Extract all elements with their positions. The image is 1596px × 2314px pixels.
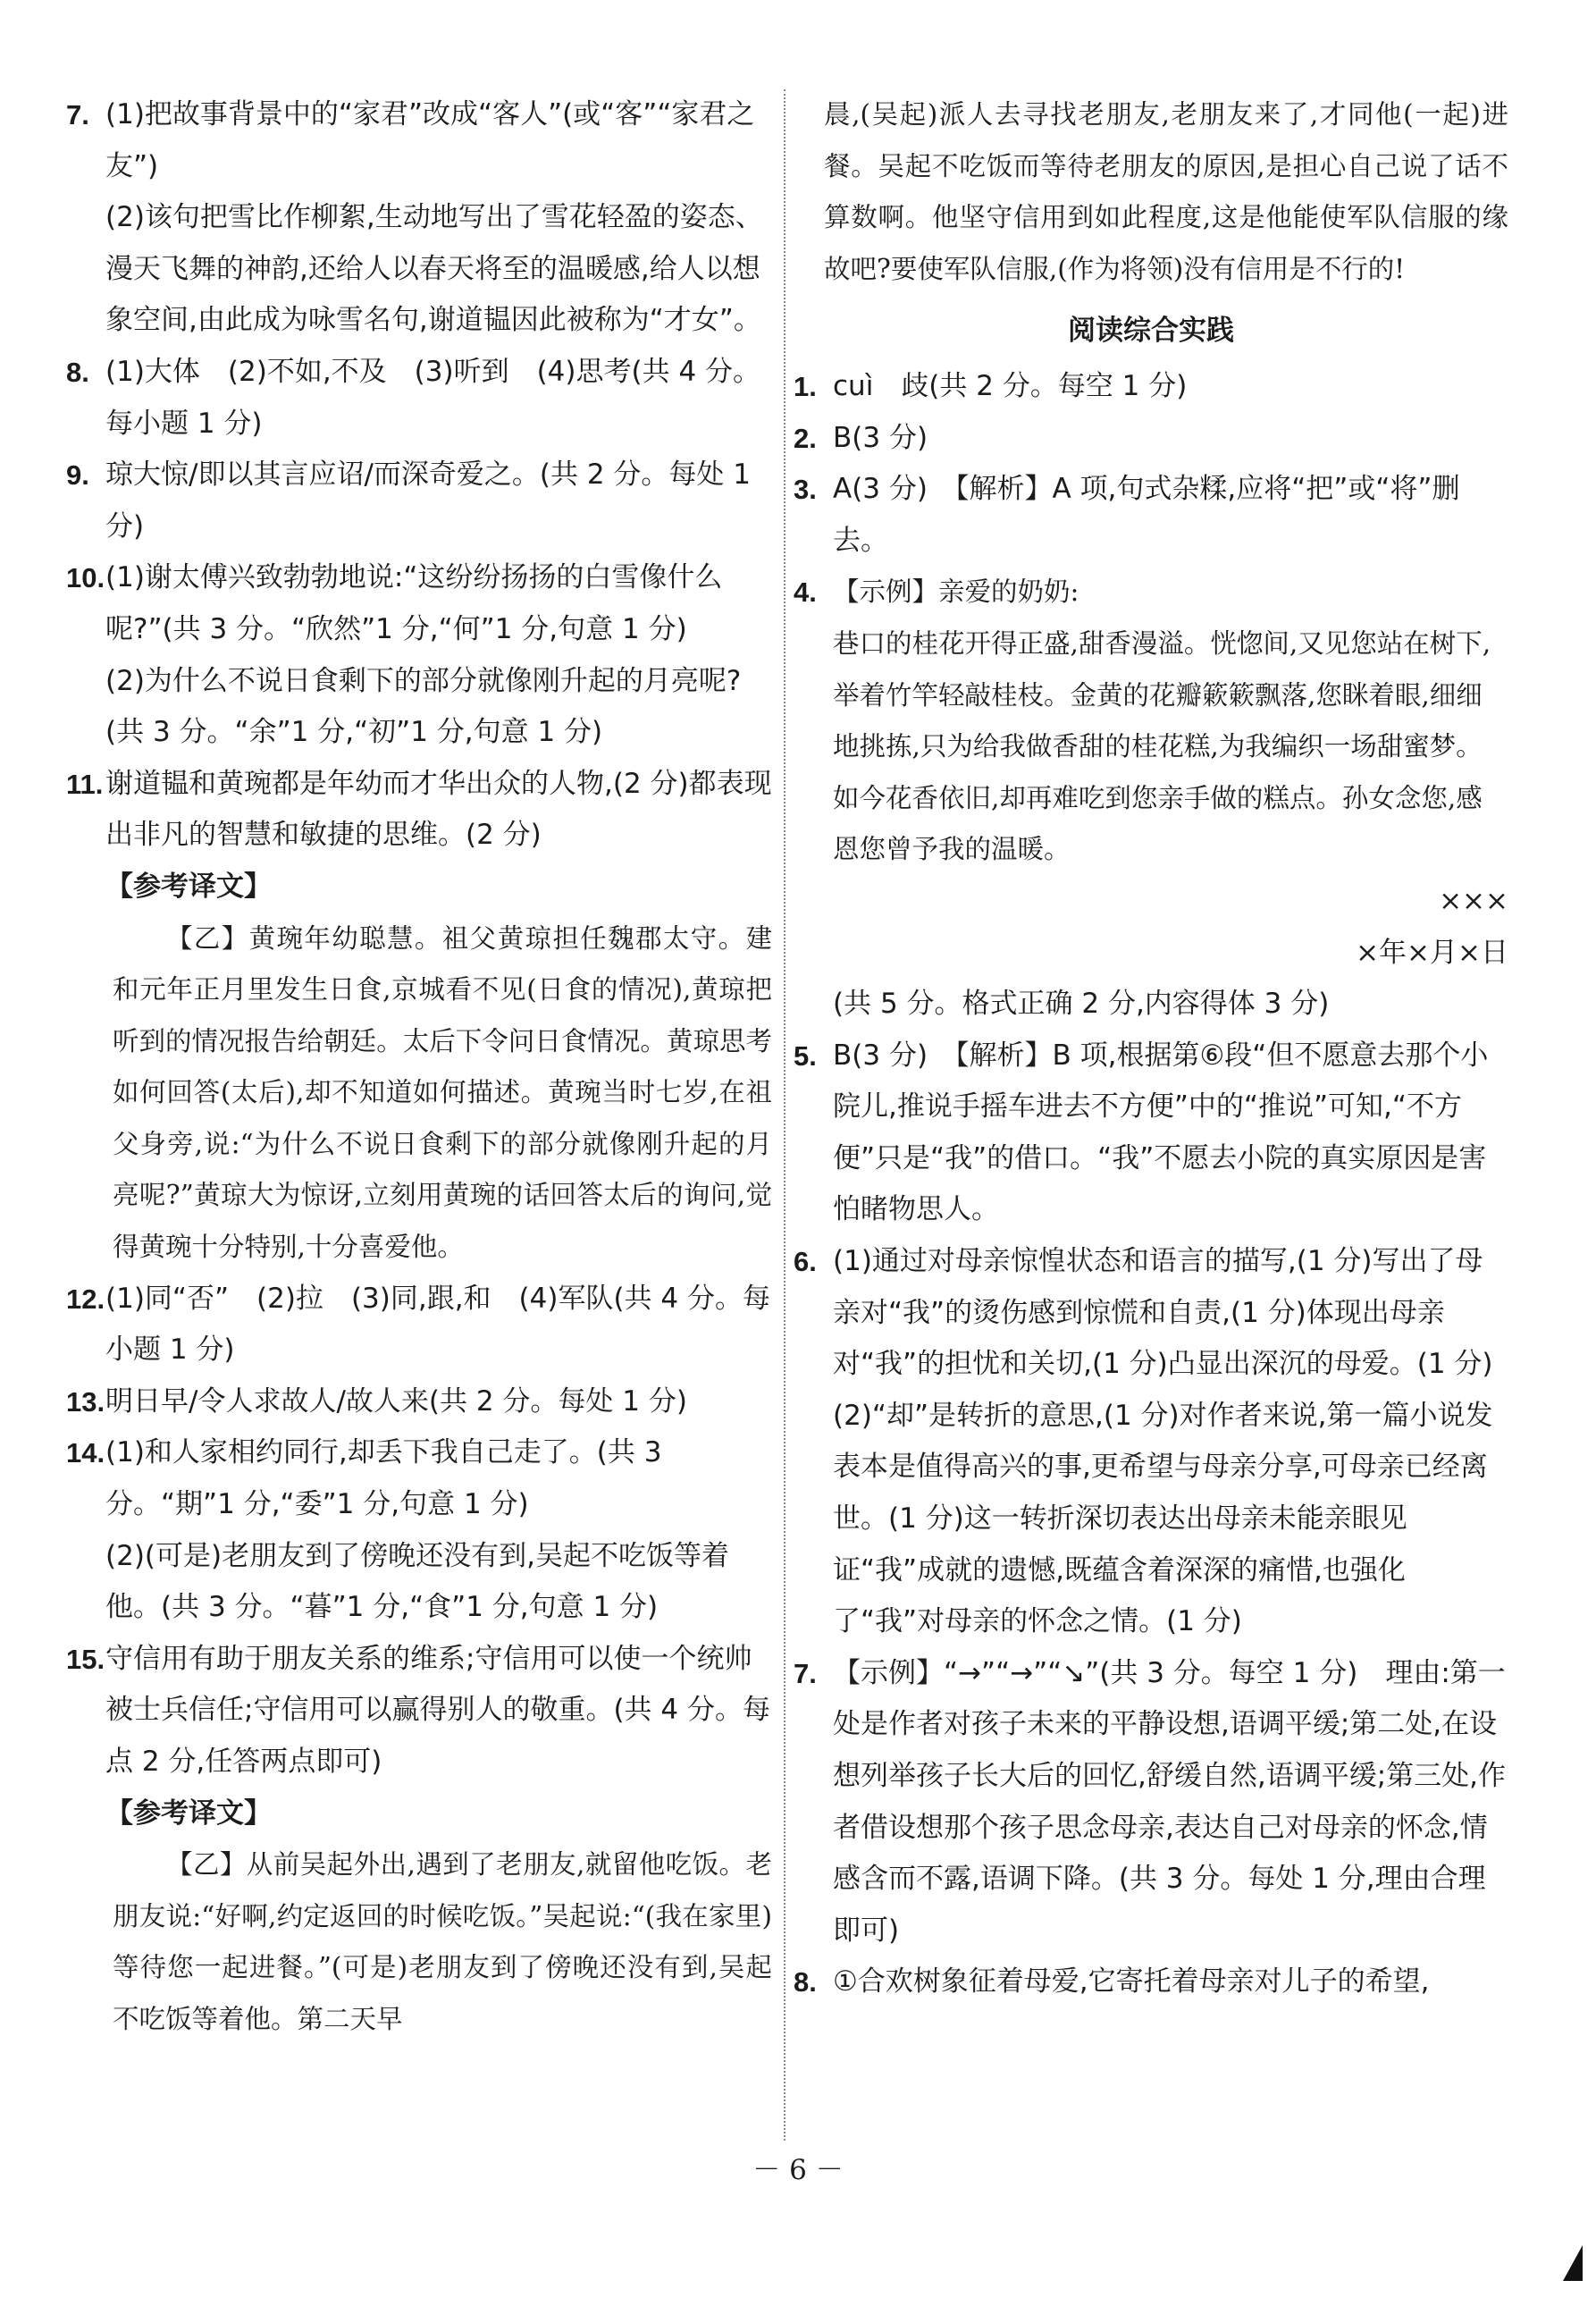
answer-text: 守信用有助于朋友关系的维系;守信用可以使一个统帅被士兵信任;守信用可以赢得别人的敬重。(共 4 分。每点 2 分,任答两点即可) [105,1642,770,1778]
section-title: 阅读综合实践 [1068,315,1234,348]
answer-10 [66,552,772,758]
page-number: － 6 － [752,2154,844,2186]
answer-text: (1)通过对母亲惊惶状态和语言的描写,(1 分)写出了母亲对“我”的烫伤感到惊慌和自责,(1 分)体现出母亲对“我”的担忧和关切,(1 分)凸显出深沉的母爱。(1 分) [833,1245,1493,1381]
left-column [66,89,772,2046]
question-number: 8. [794,1966,817,1998]
reference-translation-title: 【参考译文】 [105,870,272,903]
question-number: 14. [66,1437,105,1469]
question-number: 4. [794,576,817,609]
answer-text: 琼大惊/即以其言应诏/而深奇爱之。(共 2 分。每处 1 分) [105,459,751,543]
answer-r6 [794,1236,1508,1648]
answer-r5 [794,1031,1508,1236]
answer-text: (2)为什么不说日食剩下的部分就像刚升起的月亮呢?(共 3 分。“余”1 分,“初”1 分,句意 1 分) [105,664,742,749]
question-number: 3. [794,474,817,506]
answer-text: ①合欢树象征着母爱,它寄托着母亲对儿子的希望, [833,1965,1430,1998]
answer-r8 [794,1956,1508,2008]
translation-text: 【乙】从前吴起外出,遇到了老朋友,就留他吃饭。老朋友说:“好啊,约定返回的时候吃饭。”吴起说:“(我在家里)等待您一起进餐。”(可是)老朋友到了傍晚还没有到,吴起不吃饭等着他。第二天早 [113,1849,772,2034]
answer-text: 【示例】“→”“→”“↘”(共 3 分。每空 1 分) 理由:第一处是作者对孩子未来的平静设想,语调平缓;第二处,在设想列举孩子长大后的回忆,舒缓自然,语调平缓;第三处,作者借设想那个孩子思念母亲,表达自己对母亲的怀念,情感含而不露,语调下降。(共 3 分。每处 1 分,理由合理即可) [833,1656,1507,1947]
question-number: 15. [66,1643,105,1675]
column-divider [784,89,785,2141]
answer-8 [66,347,772,450]
answer-9 [66,450,772,552]
question-number: 13. [66,1385,105,1418]
answer-11 [66,759,772,862]
translation-continued: 晨,(吴起)派人去寻找老朋友,老朋友来了,才同他(一起)进餐。吴起不吃饭而等待老朋友的原因,是担心自己说了话不算数啊。他坚守信用到如此程度,这是他能使军队信服的缘故吧?要使军队信服,(作为将领)没有信用是不行的! [824,99,1508,284]
right-column [794,89,1508,2008]
answer-r1 [794,361,1508,413]
reference-translation [66,1839,772,2045]
question-number: 10. [66,562,105,594]
question-number: 7. [794,1657,817,1689]
question-number: 9. [66,459,89,492]
answer-r4 [794,567,1508,1030]
question-number: 1. [794,370,817,402]
score-note: (共 5 分。格式正确 2 分,内容得体 3 分) [833,988,1330,1021]
letter-signature: ××× [1439,884,1508,917]
answer-text: B(3 分) [833,421,928,454]
letter-date: ×年×月×日 [1356,936,1508,969]
question-number: 12. [66,1283,105,1315]
answer-text: (1)谢太傅兴致勃勃地说:“这纷纷扬扬的白雪像什么呢?”(共 3 分。“欣然”1 分,“何”1 分,句意 1 分) [105,561,723,645]
answer-text: 谢道韫和黄琬都是年幼而才华出众的人物,(2 分)都表现出非凡的智慧和敏捷的思维。(2 分) [105,767,772,852]
answer-r7 [794,1648,1508,1957]
answer-7 [66,89,772,347]
answer-12 [66,1274,772,1376]
answer-text: (1)把故事背景中的“家君”改成“客人”(或“客”“家君之友”) [105,98,755,182]
answer-text: A(3 分) 【解析】A 项,句式杂糅,应将“把”或“将”删去。 [833,473,1460,557]
translation-text: 【乙】黄琬年幼聪慧。祖父黄琼担任魏郡太守。建和元年正月里发生日食,京城看不见(日食的情况),黄琼把听到的情况报告给朝廷。太后下令问日食情况。黄琼思考如何回答(太后),却不知道如何描述。黄琬当时七岁,在祖父身旁,说:“为什么不说日食剩下的部分就像刚升起的月亮呢?”黄琼大为惊讶,立刻用黄琬的话回答太后的询问,觉得黄琬十分特别,十分喜爱他。 [113,922,772,1263]
answer-14 [66,1427,772,1633]
answer-text: (2)(可是)老朋友到了傍晚还没有到,吴起不吃饭等着他。(共 3 分。“暮”1 分,“食”1 分,句意 1 分) [105,1539,729,1624]
question-number: 8. [66,356,89,388]
letter-body: 巷口的桂花开得正盛,甜香漫溢。恍惚间,又见您站在树下,举着竹竿轻敲桂枝。金黄的花瓣簌簌飘落,您眯着眼,细细地挑拣,只为给我做香甜的桂花糕,为我编织一场甜蜜梦。如今花香依旧,却再难吃到您亲手做的糕点。孙女念您,感恩您曾予我的温暖。 [833,627,1491,865]
reference-translation-title: 【参考译文】 [105,1797,272,1830]
answer-text: (1)同“否” (2)拉 (3)同,跟,和 (4)军队(共 4 分。每小题 1 分) [105,1282,770,1367]
reference-translation [66,913,772,1274]
corner-triangle-icon [1563,2245,1583,2281]
answer-text: (2)“却”是转折的意思,(1 分)对作者来说,第一篇小说发表本是值得高兴的事,更希望与母亲分享,可母亲已经离世。(1 分)这一转折深切表达出母亲未能亲眼见证“我”成就的遗憾,既蕴含着深深的痛惜,也强化了“我”对母亲的怀念之情。(1 分) [833,1399,1493,1638]
letter-salutation: 【示例】亲爱的奶奶: [833,576,1079,608]
question-number: 7. [66,99,89,130]
answer-r3 [794,464,1508,567]
answer-text: 明日早/令人求故人/故人来(共 2 分。每处 1 分) [105,1384,687,1418]
question-number: 11. [66,768,104,800]
answer-text: cuì 歧(共 2 分。每空 1 分) [833,369,1188,402]
answer-text: (2)该句把雪比作柳絮,生动地写出了雪花轻盈的姿态、漫天飞舞的神韵,还给人以春天将至的温暖感,给人以想象空间,由此成为咏雪名句,谢道韫因此被称为“才女”。 [105,201,763,337]
question-number: 6. [794,1246,817,1278]
answer-15 [66,1634,772,1788]
answer-text: (1)和人家相约同行,却丢下我自己走了。(共 3 分。“期”1 分,“委”1 分,句意 1 分) [105,1436,662,1521]
answer-13 [66,1376,772,1428]
answer-r2 [794,413,1508,465]
answer-text: (1)大体 (2)不如,不及 (3)听到 (4)思考(共 4 分。每小题 1 分) [105,355,761,440]
answer-text: B(3 分) 【解析】B 项,根据第⑥段“但不愿意去那个小院儿,推说手摇车进去不方便”中的“推说”可知,“不方便”只是“我”的借口。“我”不愿去小院的真实原因是害怕睹物思人。 [833,1039,1489,1226]
question-number: 2. [794,422,817,454]
question-number: 5. [794,1039,817,1072]
